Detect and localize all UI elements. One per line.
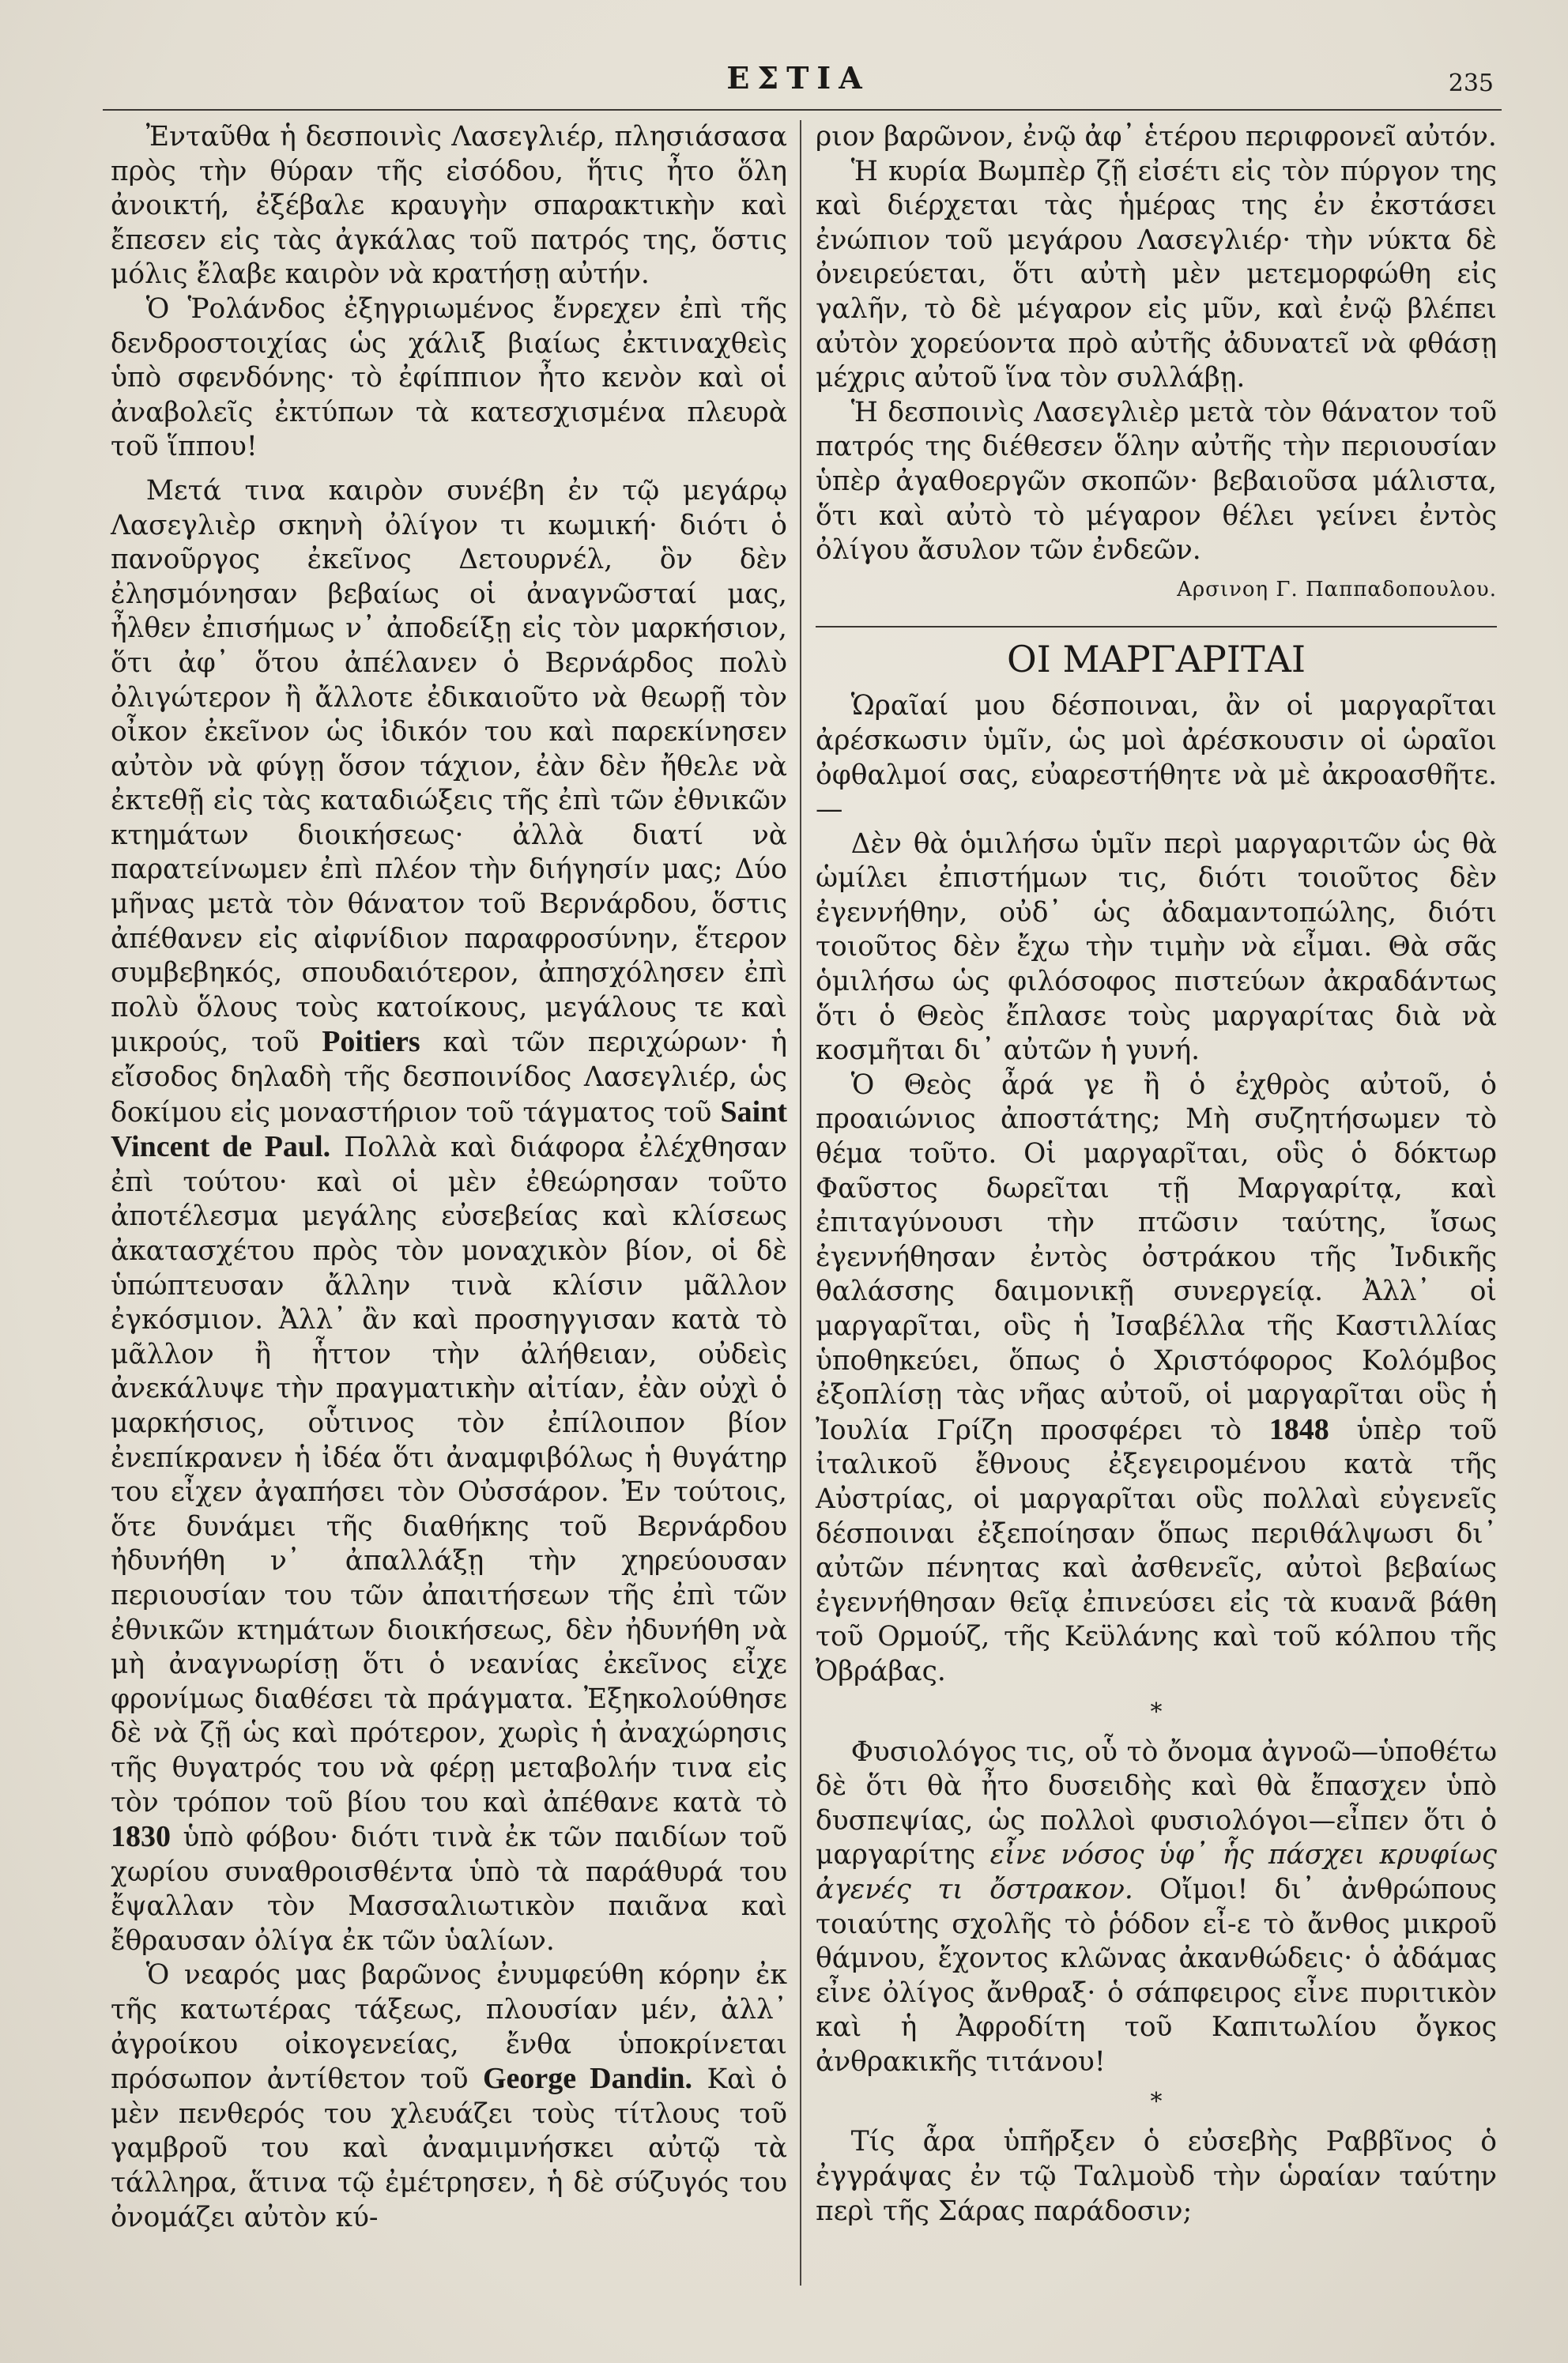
asterisk-separator: * <box>1150 1698 1163 1726</box>
paragraph: ριον βαρῶνον, ἐνῷ ἀφ᾿ ἑτέρου περιφρονεῖ αὐτόν. <box>816 121 1497 153</box>
column-divider <box>800 120 801 2286</box>
asterisk-separator: * <box>1150 2088 1163 2116</box>
latin-term-george-dandin: George Dandin. <box>482 2062 693 2096</box>
paragraph <box>816 1068 1497 1690</box>
paragraph: Τίς ἆρα ὑπῆρξεν ὁ εὐσεβὴς Ραββῖνος ὁ ἐγγράψας ἐν τῷ Ταλμοὺδ τὴν ὡραίαν ταύτην περὶ τῆς Σάρας παράδοσιν; <box>816 2126 1497 2227</box>
text-run: Οἴμοι! δι᾿ ἀνθρώπους τοιαύτης σχολῆς τὸ ῥόδον εἶ-ε τὸ ἄνθος μικροῦ θάμνου, ἔχοντος κλῶνας ἀκανθώδεις· ὁ ἀδάμας εἶνε ὀλίγος ἄνθραξ· ὁ σάπφειρος εἶνε πυριτικὸν καὶ ἡ Ἀφροδίτη τοῦ Καπιτωλίου ὄγκος ἀνθρακικῆς τιτάνου! <box>816 1873 1497 2078</box>
latin-term-poitiers: Poitiers <box>322 1025 420 1059</box>
section-title: ΟΙ ΜΑΡΓΑΡΙΤΑΙ <box>1006 638 1306 681</box>
paragraph: Δὲν θὰ ὁμιλήσω ὑμῖν περὶ μαργαριτῶν ὡς θὰ ὡμίλει ἐπιστήμων τις, διότι τοιοῦτος δὲν ἐγεννήθην, οὐδ᾿ ὡς ἀδαμαντοπώλης, διότι τοιοῦτος δὲν ἔχω τὴν τιμὴν νὰ εἶμαι. Θὰ σᾶς ὁμιλήσω ὡς φιλόσοφος πιστεύων ἀκραδάντως ὅτι ὁ Θεὸς ἔπλασε τοὺς μαργαρίτας διὰ νὰ κοσμῆται δι᾿ αὐτῶν ἡ γυνή. <box>816 827 1497 1067</box>
paragraph: Ὡραῖαί μου δέσποιναι, ἂν οἱ μαργαρῖται ἀρέσκωσιν ὑμῖν, ὡς μοὶ ἀρέσκουσιν οἱ ὡραῖοι ὀφθαλμοί σας, εὐαρεστήθητε νὰ μὲ ἀκροασθῆτε. — <box>816 690 1497 826</box>
text-run: Ὁ Θεὸς ἆρά γε ἢ ὁ ἐχθρὸς αὐτοῦ, ὁ προαιώνιος ἀποστάτης; Μὴ συζητήσωμεν τὸ θέμα τοῦτο. Οἱ μαργαρῖται, οὓς ὁ δόκτωρ Φαῦστος δωρεῖται τῇ Μαργαρίτᾳ, καὶ ἐπιταγύνουσι τὴν πτῶσιν ταύτης, ἴσως ἐγεννήθησαν ἐντὸς ὀστράκου τῆς Ἰνδικῆς θαλάσσης δαιμονικῇ συνεργείᾳ. Ἀλλ᾿ οἱ μαργαρῖται, οὓς ἡ Ἰσαβέλλα τῆς Καστιλλίας ὑποθηκεύει, ὅπως ὁ Χριστόφορος Κολόμβος ἐξοπλίσῃ τὰς νῆας αὐτοῦ, οἱ μαργαρῖται οὓς ἡ Ἰουλία Γρίζη προσφέρει τὸ <box>816 1068 1497 1446</box>
paragraph: Ἐνταῦθα ἡ δεσποινὶς Λασεγλιέρ, πλησιάσασα πρὸς τὴν θύραν τῆς εἰσόδου, ἥτις ἦτο ὅλη ἀνοικτή, ἐξέβαλε κραυγὴν σπαρακτικὴν καὶ ἔπεσεν εἰς τὰς ἀγκάλας τοῦ πατρός της, ὅστις μόλις ἔλαβε καιρὸν νὰ κρατήσῃ αὐτήν. <box>111 121 787 291</box>
header-rule <box>103 109 1502 111</box>
italic-quote: εἶνε νόσος ὑφ᾿ ἧς πάσχει κρυφίως ἀγενές τι ὄστρακον. <box>816 1839 1497 1905</box>
year-1830: 1830 <box>111 1820 171 1854</box>
page-header <box>95 55 1502 111</box>
paragraph: Ὁ Ῥολάνδος ἐξηγριωμένος ἔνρεχεν ἐπὶ τῆς δενδροστοιχίας ὡς χάλιξ βιαίως ἐκτιναχθεὶς ὑπὸ σφενδόνης· τὸ ἐφίππιον ἦτο κενὸν καὶ οἱ ἀναβολεῖς ἐκτύπων τὰ κατεσχισμένα πλευρὰ τοῦ ἵππου! <box>111 292 787 463</box>
paragraph: Ἡ δεσποινὶς Λασεγλιὲρ μετὰ τὸν θάνατον τοῦ πατρός της διέθεσεν ὅλην αὐτῆς τὴν περιουσίαν ὑπὲρ ἀγαθοεργῶν σκοπῶν· βεβαιοῦσα μάλιστα, ὅτι καὶ αὐτὸ τὸ μέγαρον θέλει γείνει ἐντὸς ὀλίγου ἄσυλον τῶν ἐνδεῶν. <box>816 396 1497 567</box>
text-run: καὶ τῶν περιχώρων· ἡ εἴσοδος δηλαδὴ τῆς δεσποινίδος Λασεγλιέρ, ὡς δοκίμου εἰς μοναστήριον τοῦ τάγματος τοῦ <box>111 1027 788 1129</box>
running-title: ΕΣΤΙΑ <box>726 60 870 96</box>
text-run: Πολλὰ καὶ διάφορα ἐλέχθησαν ἐπὶ τούτου· καὶ οἱ μὲν ἐθεώρησαν τοῦτο ἀποτέλεσμα μεγάλης εὐσεβείας καὶ κλίσεως ἀκατασχέτου πρὸς τὸν μοναχικὸν βίον, οἱ δὲ ὑπώπτευσαν ἄλλην τινὰ κλίσιν μᾶλλον ἐγκόσμιον. Ἀλλ᾿ ἂν καὶ προσηγγισαν κατὰ τὸ μᾶλλον ἢ ἧττον τὴν ἀλήθειαν, οὐδεὶς ἀνεκάλυψε τὴν πραγματικὴν αἰτίαν, ἐὰν οὐχὶ ὁ μαρκήσιος, οὗτινος τὸν ἐπίλοιπον βίον ἐνεπίκρανεν ἡ ἰδέα ὅτι ἀναμφιβόλως ἡ θυγάτηρ του εἶχεν ἀγαπήσει τὸν Οὐσσάρον. Ἐν τούτοις, ὅτε δυνάμει τῆς διαθήκης τοῦ Βερνάρδου ἠδυνήθη ν᾿ ἀπαλλάξῃ τὴν χηρεύουσαν περιουσίαν του τῶν ἀπαιτήσεων τῆς ἐπὶ τῶν ἐθνικῶν κτημάτων διοικήσεως, δὲν ἠδυνήθη νὰ μὴ ἀναγνωρίσῃ ὅτι ὁ νεανίας ἐκεῖνος εἶχε φρονίμως διαθέσει τὰ πράγματα. Ἐξηκολούθησε δὲ νὰ ζῇ ὡς καὶ πρότερον, χωρὶς ἡ ἀναχώρησις τῆς θυγατρός του νὰ φέρῃ μεταβολήν τινα εἰς τὸν τρόπον τοῦ βίου του καὶ ἀπέθανε κατὰ τὸ <box>111 1132 787 1818</box>
left-column <box>111 120 787 2235</box>
paragraph <box>111 474 787 1959</box>
paragraph <box>816 1736 1497 2080</box>
page-number: 235 <box>1448 70 1494 97</box>
right-column <box>816 120 1497 2229</box>
latin-term-saint-vincent: Saint Vincent de Paul. <box>111 1095 787 1164</box>
section-rule <box>816 626 1497 627</box>
year-1848: 1848 <box>1268 1412 1329 1446</box>
text-run: ὑπὸ φόβου· διότι τινὰ ἐκ τῶν παιδίων τοῦ χωρίου συναθροισθέντα ὑπὸ τὰ παράθυρά του ἔψαλλαν τὸν Μασσαλιωτικὸν παιᾶνα καὶ ἔθραυσαν ὀλίγα ἐκ τῶν ὑαλίων. <box>111 1822 787 1957</box>
paragraph: Ἡ κυρία Βωμπὲρ ζῇ εἰσέτι εἰς τὸν πύργον της καὶ διέρχεται τὰς ἡμέρας της ἐν ἐκστάσει ἐνώπιον τοῦ μεγάρου Λασεγλιέρ· τὴν νύκτα δὲ ὀνειρεύεται, ὅτι αὐτὴ μὲν μετεμορφώθη εἰς γαλῆν, τὸ δὲ μέγαρον εἰς μῦν, καὶ ἐνῷ βλέπει αὐτὸν χορεύοντα πρὸ αὐτῆς ἀδυνατεῖ νὰ φθάσῃ μέχρις αὐτοῦ ἵνα τὸν συλλάβῃ. <box>816 155 1497 394</box>
paragraph <box>111 1958 787 2235</box>
text-run: Ὁ νεαρός μας βαρῶνος ἐνυμφεύθη κόρην ἐκ τῆς κατωτέρας τάξεως, πλουσίαν μέν, ἀλλ᾿ ἀγροίκου οἰκογενείας, ἔνθα ὑποκρίνεται πρόσωπον ἀντίθετον τοῦ <box>111 1959 787 2096</box>
text-run: Μετά τινα καιρὸν συνέβη ἐν τῷ μεγάρῳ Λασεγλιὲρ σκηνὴ ὀλίγον τι κωμική· διότι ὁ πανοῦργος ἐκεῖνος Δετουρνέλ, ὃν δὲν ἐλησμόνησαν βεβαίως οἱ ἀναγνῶσταί μας, ἦλθεν ἐπισήμως ν᾿ ἀποδείξῃ εἰς τὸν μαρκήσιον, ὅτι ἀφ᾿ ὅτου ἀπέλανεν ὁ Βερνάρδος πολὺ ὀλιγώτερον ἢ ἄλλοτε ἐδικαιοῦτο νὰ θεωρῇ τὸν οἶκον ἐκεῖνον ὡς ἰδικόν του καὶ παρεκίνησεν αὐτὸν νὰ φύγῃ ὅσον τάχιον, ἐὰν δὲν ἤθελε νὰ ἐκτεθῇ εἰς τὰς καταδιώξεις τῆς ἐπὶ τῶν ἐθνικῶν κτημάτων διοικήσεως· ἀλλὰ διατί νὰ παρατείνωμεν ἐπὶ πλέον τὴν διήγησίν μας; Δύο μῆνας μετὰ τὸν θάνατον τοῦ Βερνάρδου, ὅστις ἀπέθανεν εἰς αἰφνίδιον παραφροσύνην, ἕτερον συμβεβηκός, σπουδαιότερον, ἀπησχόλησεν ἐπὶ πολὺ ὅλους τοὺς κατοίκους, μεγάλους τε καὶ μικρούς, τοῦ <box>111 474 787 1059</box>
text-run: Φυσιολόγος τις, οὗ τὸ ὄνομα ἀγνοῶ—ὑποθέτω δὲ ὅτι θὰ ἦτο δυσειδὴς καὶ θὰ ἔπασχεν ὑπὸ δυσπεψίας, ὡς πολλοὶ φυσιολόγοι—εἶπεν ὅτι ὁ μαργαρίτης <box>816 1736 1497 1871</box>
author-signature: Αρσινοη Γ. Παππαδοπουλου. <box>1177 577 1497 601</box>
text-run: ὑπὲρ τοῦ ἰταλικοῦ ἔθνους ἐξεγειρομένου κατὰ τῆς Αὐστρίας, οἱ μαργαρῖται οὓς πολλαὶ εὐγενεῖς δέσποιναι ἐξεποίησαν ὅπως περιθάλψωσι δι᾿ αὐτῶν πένητας καὶ ἀσθενεῖς, αὐτοὶ βεβαίως ἐγεννήθησαν θεῖᾳ ἐπινεύσει εἰς τὰ κυανᾶ βάθη τοῦ Ορμούζ, τῆς Κεϋλάνης καὶ τοῦ κόλπου τῆς Ὀβράβας. <box>816 1414 1497 1687</box>
text-run: Καὶ ὁ μὲν πενθερός του χλευάζει τοὺς τίτλους τοῦ γαμβροῦ του καὶ ἀναμιμνήσκει αὐτῷ τὰ τάλληρα, ἅτινα τῷ ἐμέτρησεν, ἡ δὲ σύζυγός του ὀνομάζει αὐτὸν κύ- <box>111 2063 788 2233</box>
